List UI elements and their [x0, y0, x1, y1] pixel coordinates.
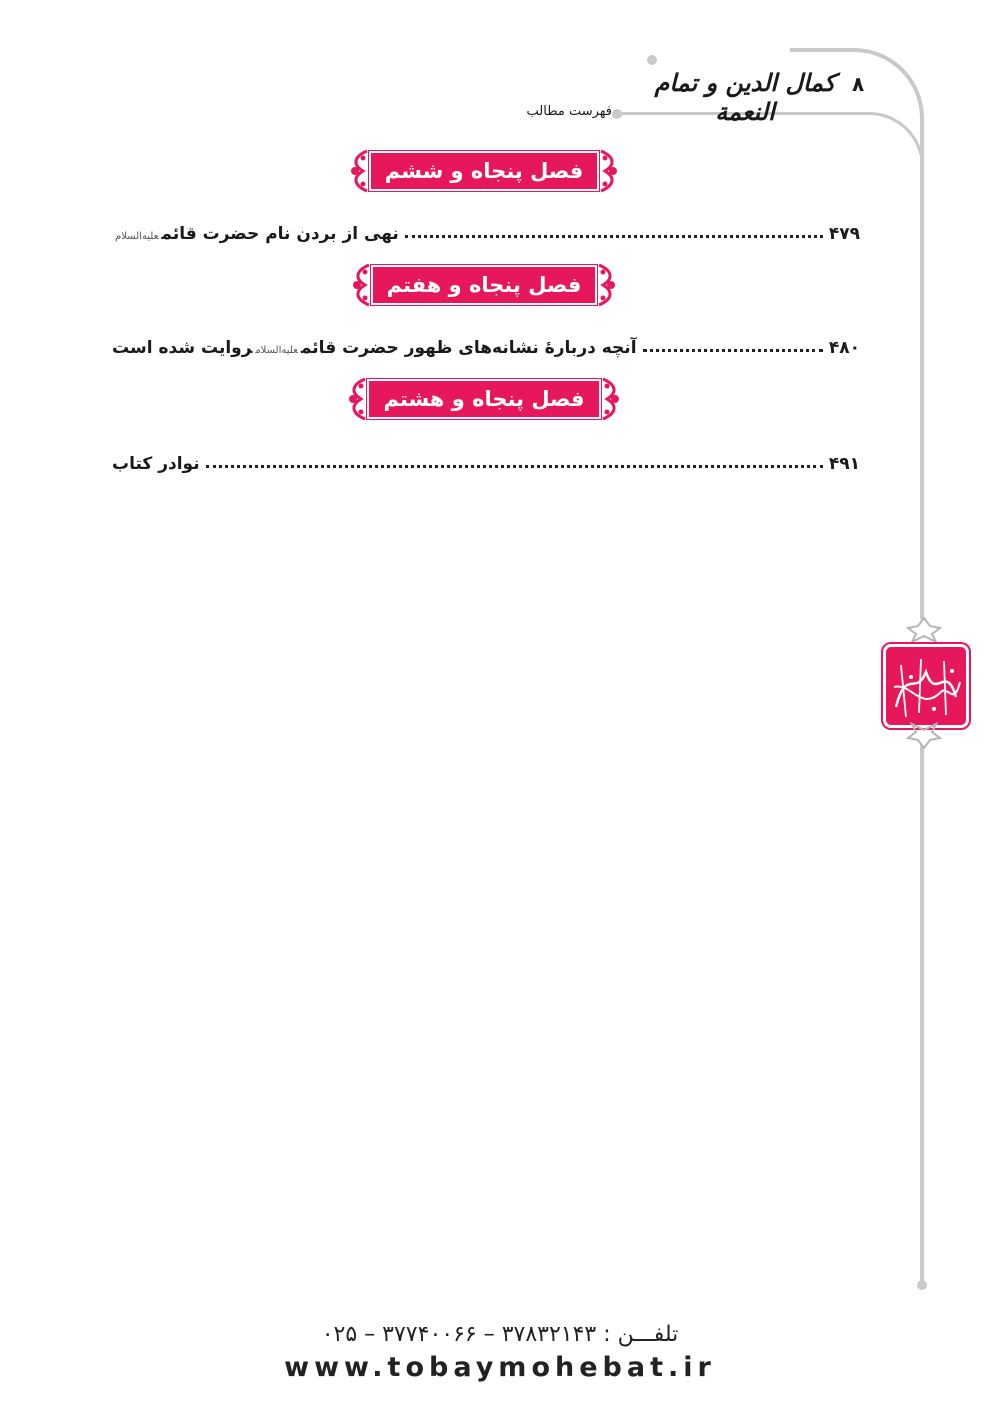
chapter-heading: فصل پنجاه و هشتم [369, 381, 598, 417]
emblem-ornament-top-icon [896, 616, 952, 644]
toc-entry-title: نهی از بردن نام حضرت قائمعلیه‌السلام [115, 224, 399, 244]
frame-dot-top [647, 55, 657, 65]
toc-leader-dots [206, 465, 823, 468]
footer-phone: تلفـــن : ۳۷۸۳۲۱۴۳ – ۳۷۷۴۰۰۶۶ – ۰۲۵ [321, 1322, 679, 1347]
toc-leader-dots [643, 349, 823, 352]
calligraphy-emblem [883, 644, 969, 728]
toc-page-number: ۴۷۹ [828, 224, 860, 244]
section-label: فهرست مطالب [526, 104, 612, 119]
page-number: ۸ [852, 72, 865, 96]
ornament-left-icon [345, 149, 371, 193]
frame-line-lower [920, 745, 924, 1285]
chapter-banner-57 [358, 262, 610, 308]
toc-entry[interactable] [112, 214, 860, 244]
book-title-calligraphy: کمال الدین و تمام النعمة [654, 68, 836, 126]
toc-leader-dots [405, 235, 823, 238]
ornament-left-icon [343, 377, 369, 421]
ornament-left-icon [347, 263, 373, 307]
honorific-icon: علیه‌السلام [115, 231, 159, 242]
honorific-icon: علیه‌السلام [255, 345, 298, 356]
footer-website[interactable]: www.tobaymohebat.ir [284, 1352, 716, 1383]
toc-page-number: ۴۸۰ [828, 338, 860, 358]
frame-dot-header [612, 109, 622, 119]
frame-dot-bottom [917, 1280, 927, 1290]
toc-entry-title: آنچه دربارۀ نشانه‌های ظهور حضرت قائمعلیه‌السلامروایت شده است [112, 338, 637, 358]
emblem-ornament-bottom-icon [896, 722, 952, 750]
chapter-heading: فصل پنجاه و ششم [371, 153, 598, 189]
toc-entry[interactable] [112, 328, 860, 358]
ornament-right-icon [597, 149, 623, 193]
toc-entry-title: نوادر کتاب [112, 454, 200, 474]
chapter-heading: فصل پنجاه و هفتم [373, 267, 596, 303]
toc-entry[interactable] [112, 444, 860, 474]
chapter-banner-56 [358, 148, 610, 194]
ornament-right-icon [599, 377, 625, 421]
frame-line-upper [920, 150, 924, 620]
toc-page-number: ۴۹۱ [828, 454, 860, 474]
ornament-right-icon [595, 263, 621, 307]
chapter-banner-58 [358, 376, 610, 422]
